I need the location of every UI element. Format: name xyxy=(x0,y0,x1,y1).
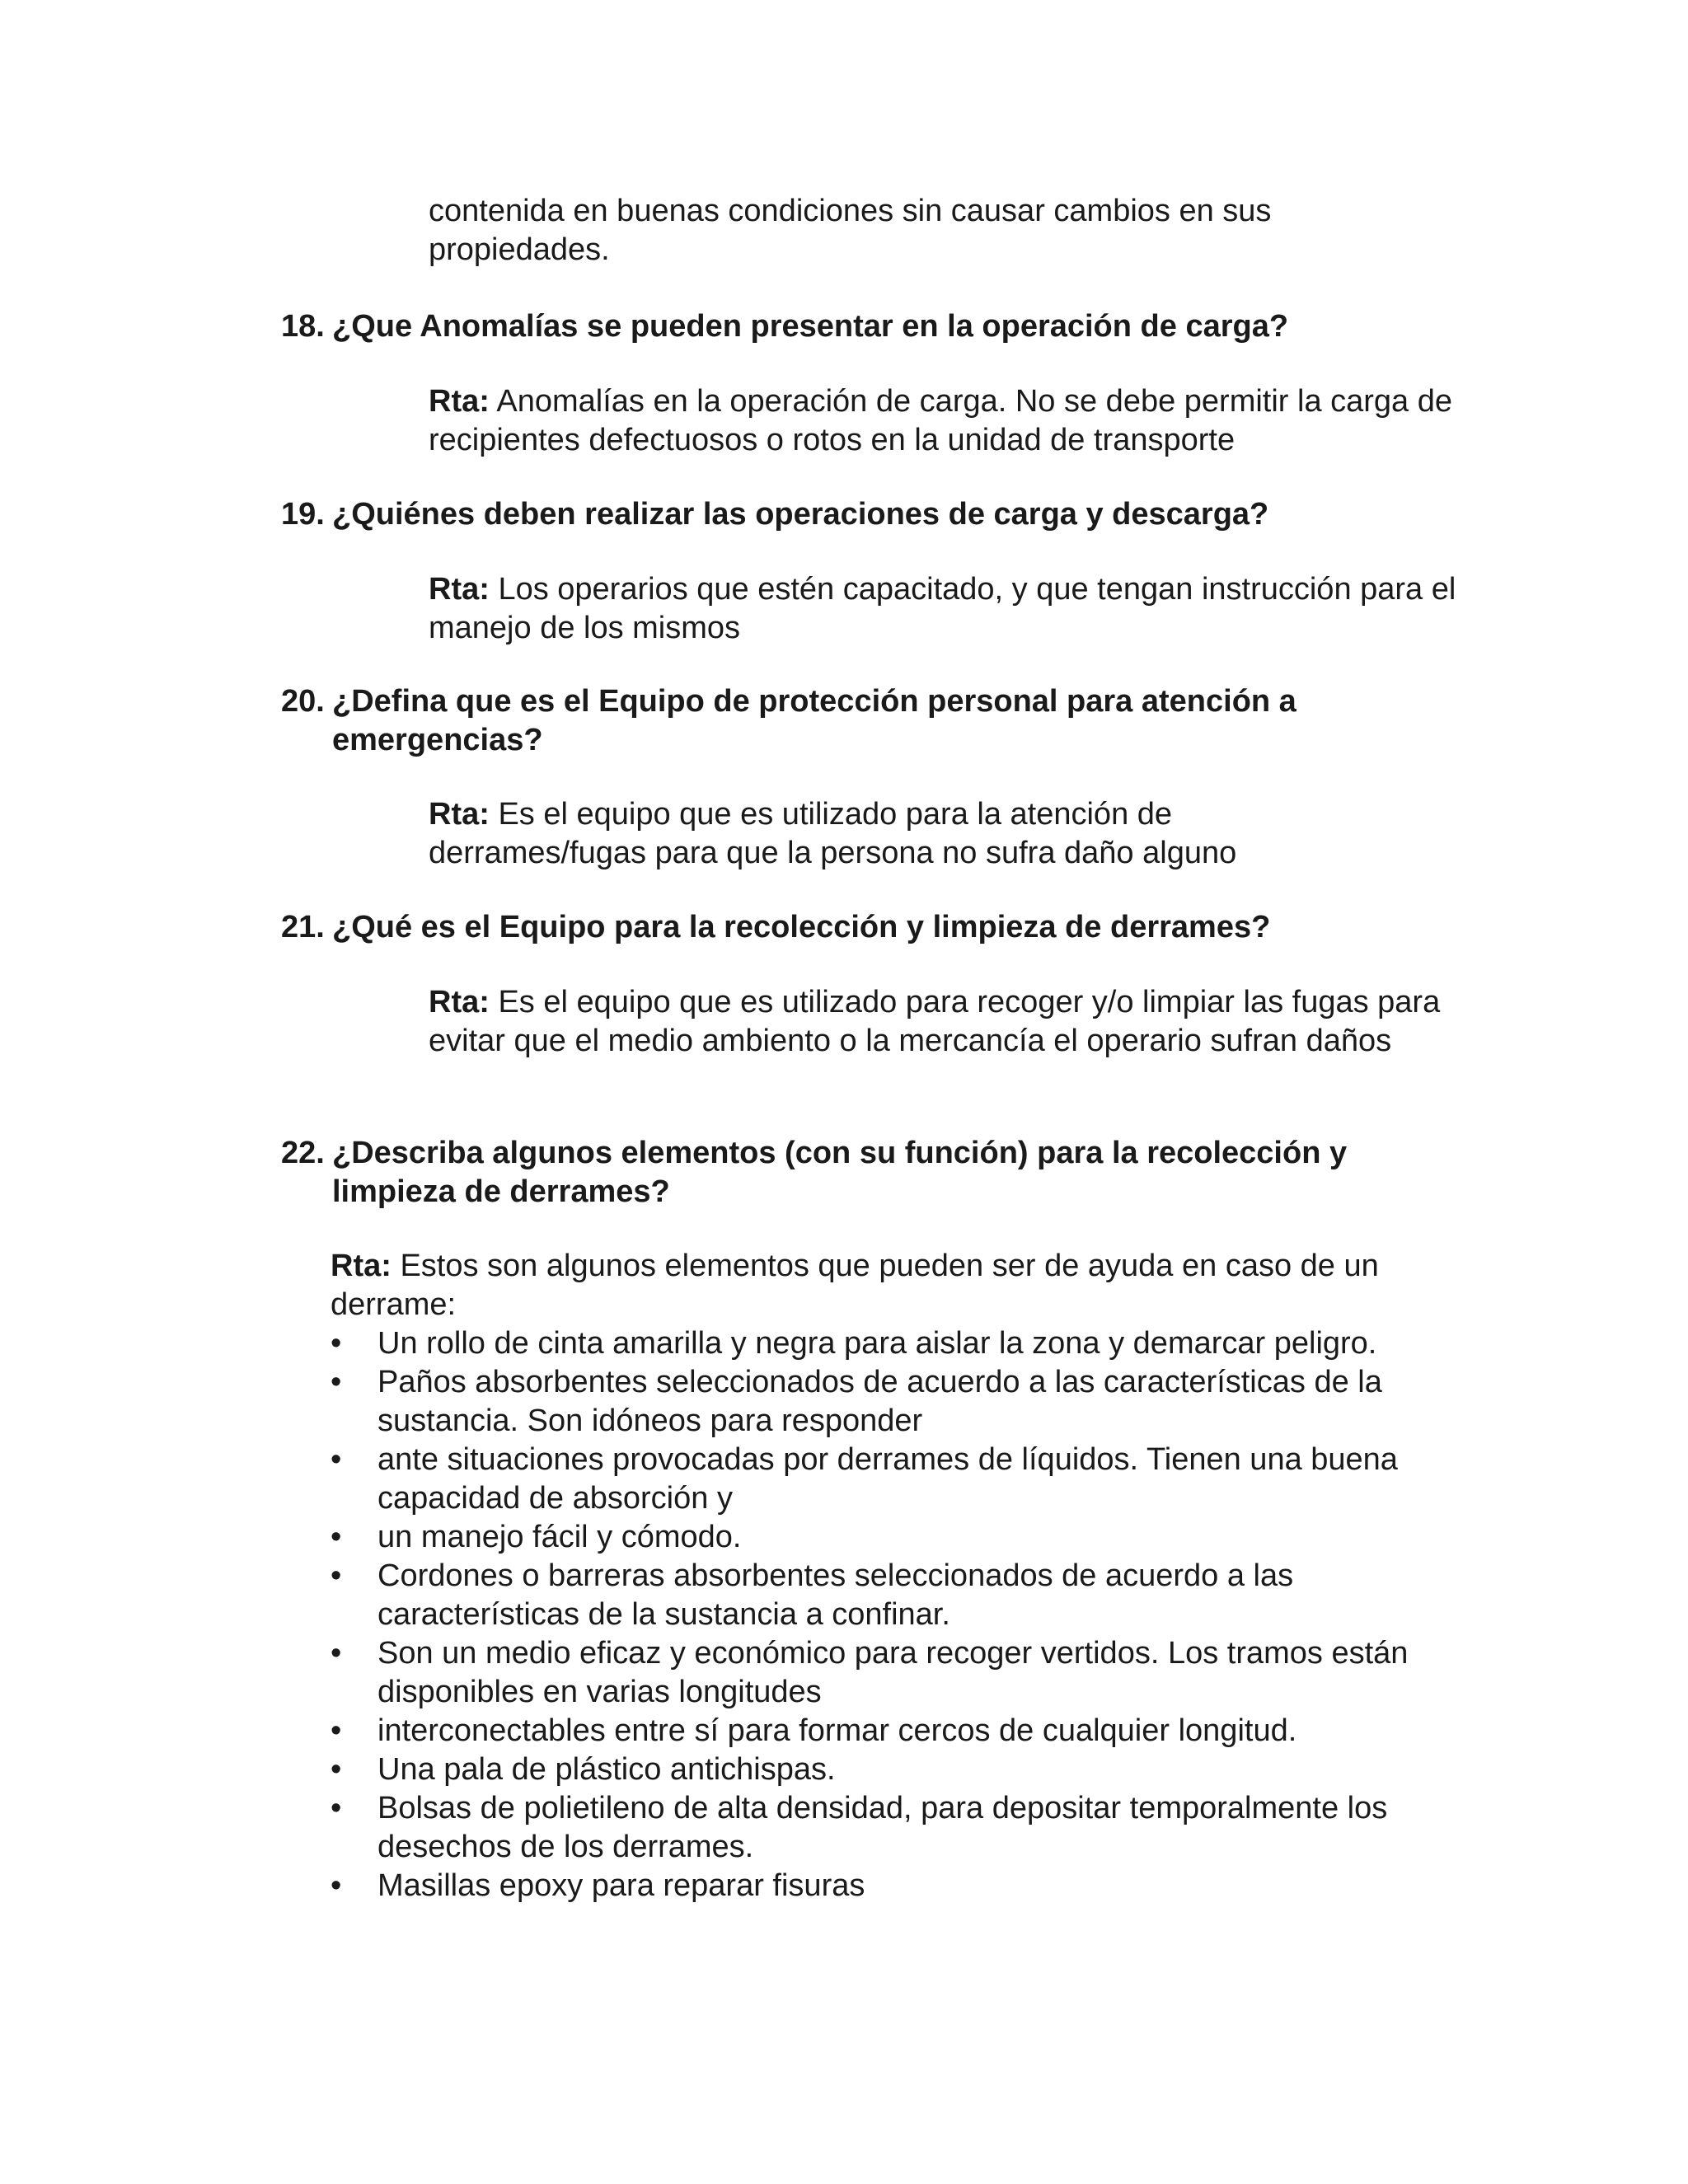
list-item: • Una pala de plástico antichispas. xyxy=(331,1750,1484,1789)
question-text: ¿Describa algunos elementos (con su función) para la recolección y limpieza de derrames? xyxy=(332,1136,1348,1209)
list-item: • interconectables entre sí para formar cercos de cualquier longitud. xyxy=(331,1712,1484,1750)
answer-19 xyxy=(429,570,1459,648)
bullet-icon: • xyxy=(331,1520,342,1554)
question-22 xyxy=(281,1134,1460,1212)
answer-text: Los operarios que estén capacitado, y que tengan instrucción para el manejo de los mismos xyxy=(429,572,1456,645)
answer-text: Estos son algunos elementos que pueden ser de ayuda en caso de un derrame: xyxy=(331,1249,1379,1322)
list-item: • Masillas epoxy para reparar fisuras xyxy=(331,1867,1484,1905)
continuation-paragraph: contenida en buenas condiciones sin causar cambios en sus propiedades. xyxy=(429,194,1272,267)
answer-label: Rta: xyxy=(429,985,490,1019)
answer-21 xyxy=(429,983,1451,1061)
question-19 xyxy=(281,495,1460,534)
spill-elements-list xyxy=(331,1324,1484,1905)
answer-label: Rta: xyxy=(429,384,490,419)
bullet-icon: • xyxy=(331,1365,342,1399)
question-number: 21. xyxy=(281,910,325,944)
answer-label: Rta: xyxy=(429,572,490,607)
question-18 xyxy=(281,307,1460,346)
list-item: • Bolsas de polietileno de alta densidad, para depositar temporalmente los desechos de los derrames. xyxy=(331,1791,1388,1864)
answer-22 xyxy=(331,1247,1460,1324)
bullet-icon: • xyxy=(331,1326,342,1361)
question-text: ¿Que Anomalías se pueden presentar en la operación de carga? xyxy=(332,309,1289,344)
question-text: ¿Qué es el Equipo para la recolección y limpieza de derrames? xyxy=(332,910,1271,944)
list-item: • Paños absorbentes seleccionados de acuerdo a las características de la sustancia. Son idóneos para responder xyxy=(331,1365,1382,1438)
question-20 xyxy=(281,682,1377,760)
answer-18 xyxy=(429,382,1459,460)
bullet-icon: • xyxy=(331,1868,342,1903)
bullet-icon: • xyxy=(331,1752,342,1787)
list-item: • Un rollo de cinta amarilla y negra para aislar la zona y demarcar peligro. xyxy=(331,1324,1482,1363)
answer-label: Rta: xyxy=(331,1249,392,1283)
bullet-icon: • xyxy=(331,1636,342,1671)
question-number: 20. xyxy=(281,684,325,719)
list-item: • ante situaciones provocadas por derrames de líquidos. Tienen una buena capacidad de absorción y xyxy=(331,1442,1398,1516)
list-item: • Son un medio eficaz y económico para recoger vertidos. Los tramos están disponibles en varias longitudes xyxy=(331,1636,1409,1709)
bullet-icon: • xyxy=(331,1442,342,1477)
bullet-icon: • xyxy=(331,1791,342,1825)
answer-text: Es el equipo que es utilizado para recoger y/o limpiar las fugas para evitar que el medio ambiento o la mercancía el operario sufran daños xyxy=(429,985,1441,1058)
list-item: • Cordones o barreras absorbentes seleccionados de acuerdo a las características de la sustancia a confinar. xyxy=(331,1558,1294,1632)
answer-text: Anomalías en la operación de carga. No se debe permitir la carga de recipientes defectuosos o rotos en la unidad de transporte xyxy=(429,384,1453,457)
question-text: ¿Defina que es el Equipo de protección personal para atención a emergencias? xyxy=(332,684,1296,757)
answer-label: Rta: xyxy=(429,797,490,832)
answer-20 xyxy=(429,795,1335,873)
bullet-icon: • xyxy=(331,1713,342,1748)
answer-text: Es el equipo que es utilizado para la atención de derrames/fugas para que la persona no sufra daño alguno xyxy=(429,797,1237,870)
question-number: 22. xyxy=(281,1136,325,1170)
bullet-icon: • xyxy=(331,1558,342,1593)
question-number: 19. xyxy=(281,497,325,532)
question-number: 18. xyxy=(281,309,325,344)
question-text: ¿Quiénes deben realizar las operaciones de carga y descarga? xyxy=(332,497,1269,532)
list-item: • un manejo fácil y cómodo. xyxy=(331,1518,1484,1557)
question-21 xyxy=(281,908,1460,947)
